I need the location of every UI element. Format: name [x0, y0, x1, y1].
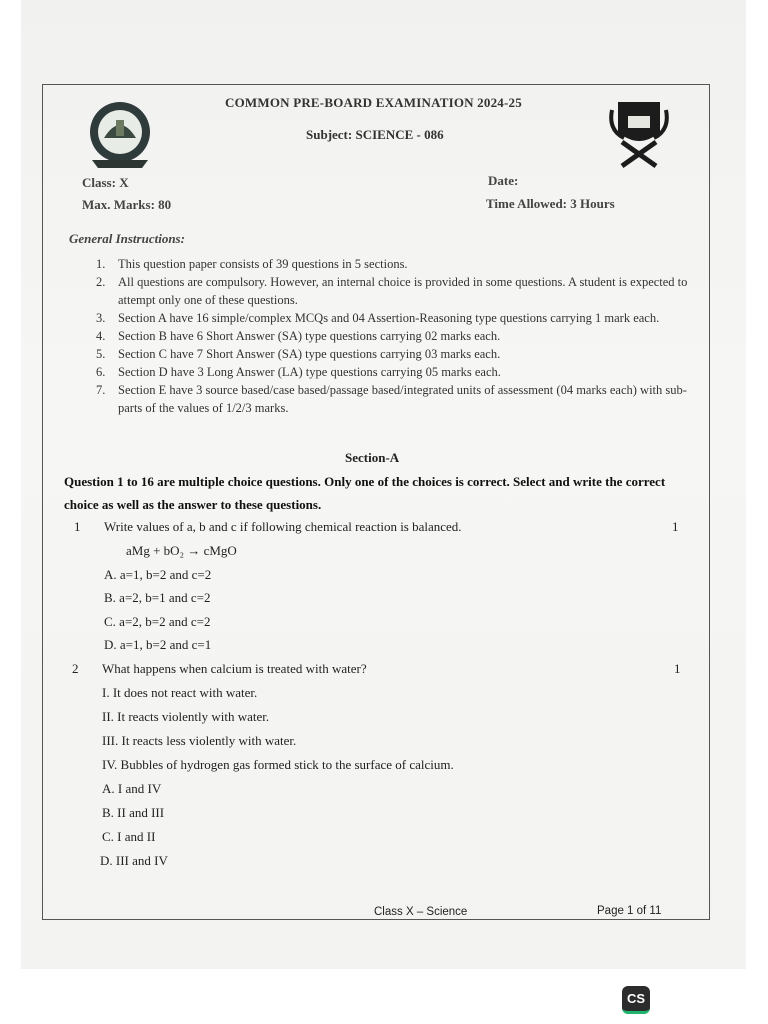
- instruction-item: 4. Section B have 6 Short Answer (SA) type questions carrying 02 marks each.: [96, 329, 501, 343]
- chemical-equation: aMg + bO₂ → cMgO: [126, 543, 237, 558]
- question-text: Write values of a, b and c if following chemical reaction is balanced.: [104, 519, 462, 534]
- subject-line: Subject: SCIENCE - 086: [306, 127, 444, 142]
- option-a: A. I and IV: [102, 781, 162, 796]
- instruction-item: 1. This question paper consists of 39 questions in 5 sections.: [96, 257, 408, 271]
- class-label: Class: X: [82, 175, 129, 190]
- instruction-item: 2. All questions are compulsory. However, an internal choice is provided in some questions. A student is expected to attempt only one of these questions.: [96, 275, 688, 307]
- option-b: B. II and III: [102, 805, 165, 820]
- instructions-heading: General Instructions:: [69, 231, 185, 246]
- option-d: D. III and IV: [100, 853, 168, 868]
- board-crest-icon: [604, 96, 674, 170]
- camscanner-badge-icon: CS: [622, 986, 650, 1014]
- date-label: Date:: [488, 173, 519, 188]
- question-number: 1: [74, 519, 81, 534]
- question-number: 2: [72, 661, 79, 676]
- school-emblem-icon: [82, 98, 158, 174]
- statement-item: II. It reacts violently with water.: [102, 709, 270, 724]
- statement-item: III. It reacts less violently with water.: [102, 733, 297, 748]
- option-c: C. a=2, b=2 and c=2: [104, 614, 211, 629]
- option-c: C. I and II: [102, 829, 156, 844]
- statement-item: I. It does not react with water.: [102, 685, 258, 700]
- instruction-item: 7. Section E have 3 source based/case based/passage based/integrated units of assessment (04 marks each) with sub-parts of the values of 1/2/3 marks.: [96, 383, 687, 415]
- statement-item: IV. Bubbles of hydrogen gas formed stick to the surface of calcium.: [102, 757, 454, 772]
- max-marks: Max. Marks: 80: [82, 197, 172, 212]
- instruction-item: 6. Section D have 3 Long Answer (LA) type questions carrying 05 marks each.: [96, 365, 501, 379]
- option-b: B. a=2, b=1 and c=2: [104, 590, 211, 605]
- question-marks: 1: [674, 661, 681, 676]
- section-title: Section-A: [345, 450, 400, 465]
- section-directions: Question 1 to 16 are multiple choice questions. Only one of the choices is correct. Select and write the correct choice as well as the answer to these questions.: [64, 474, 666, 512]
- time-allowed: Time Allowed: 3 Hours: [486, 196, 615, 211]
- page-number: Page 1 of 11: [597, 905, 662, 917]
- instruction-item: 5. Section C have 7 Short Answer (SA) type questions carrying 03 marks each.: [96, 347, 501, 361]
- question-marks: 1: [672, 519, 679, 534]
- option-a: A. a=1, b=2 and c=2: [104, 567, 212, 582]
- option-d: D. a=1, b=2 and c=1: [104, 637, 212, 652]
- exam-title: COMMON PRE-BOARD EXAMINATION 2024-25: [225, 95, 522, 110]
- instruction-item: 3. Section A have 16 simple/complex MCQs and 04 Assertion-Reasoning type questions carrying 1 mark each.: [96, 311, 660, 325]
- question-text: What happens when calcium is treated with water?: [102, 661, 367, 676]
- footer-class: Class X – Science: [374, 906, 468, 918]
- instructions-list: [96, 255, 696, 417]
